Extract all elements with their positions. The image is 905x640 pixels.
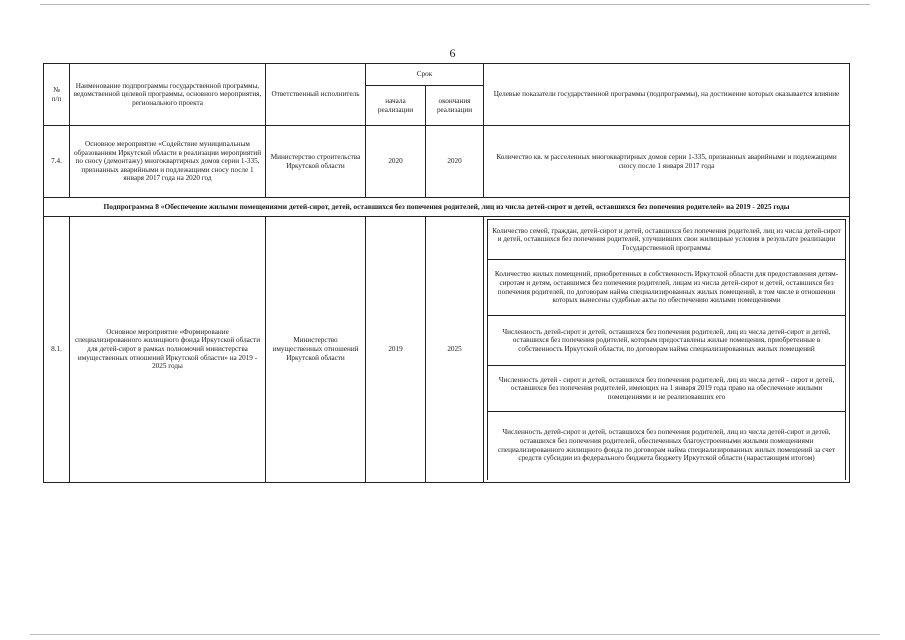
- row-responsible: Министерство имущественных отношений Иркутской области: [266, 217, 366, 483]
- indicator-item: Численность детей-сирот и детей, оставшихся без попечения родителей, лиц из числа детей-сирот и детей, оставшихся без попечения родителей, которым предоставлены жилые помещения, приобретенные в собственность Иркутской области, по договорам найма специализированных жилых помещений: [488, 316, 846, 366]
- row-start: 2019: [366, 217, 426, 483]
- header-num: № п/п: [44, 64, 70, 126]
- row-responsible: Министерство строительства Иркутской области: [266, 126, 366, 198]
- scan-artifact-top: [40, 4, 870, 5]
- header-responsible: Ответственный исполнитель: [266, 64, 366, 126]
- table-row: [44, 126, 850, 198]
- header-start: начала реализации: [366, 86, 426, 126]
- indicator-list: [484, 217, 850, 483]
- header-end: окончания реализации: [426, 86, 484, 126]
- row-end: 2020: [426, 126, 484, 198]
- row-num: 7.4.: [44, 126, 70, 198]
- indicator-item: Численность детей-сирот и детей, оставшихся без попечения родителей, лиц из числа детей-сирот и детей, оставшихся без попечения родителей, обеспеченных благоустроенными жилыми помещениями специализированного жилищного фонда по договорам найма специализированных жилых помещений за счет средств субсидии из федерального бюджета бюджету Иркутской области (нарастающим итогом): [488, 412, 846, 480]
- program-table: [43, 63, 850, 483]
- indicator-item: Количество семей, граждан, детей-сирот и детей, оставшихся без попечения родителей, лиц из числа детей-сирот и детей, оставшихся без попечения родителей, улучшивших свои жилищные условия в результате реализации Государственной программы: [488, 220, 846, 260]
- header-indicators: Целевые показатели государственной программы (подпрограммы), на достижение которых оказывается влияние: [484, 64, 850, 126]
- table-row: [44, 217, 850, 483]
- scan-artifact-bottom: [30, 634, 880, 635]
- row-num: 8.1.: [44, 217, 70, 483]
- indicator-item: Количество жилых помещений, приобретенных в собственность Иркутской области для предоставления детям-сиротам и детям, оставшимся без попечения родителей, лицам из числа детей-сирот и детей, оставшихся без попечения родителей, по договорам найма специализированных жилых помещений, в том числе в отношении которых вынесены судебные акты по обеспечению жилыми помещениями: [488, 260, 846, 316]
- subprogram-title: Подпрограмма 8 «Обеспечение жилыми помещениями детей-сирот, детей, оставшихся без попечения родителей, лиц из числа детей-сирот и детей, оставшихся без попечения родителей» на 2019 - 2025 годы: [44, 198, 850, 217]
- row-name: Основное мероприятие «Формирование специализированного жилищного фонда Иркутской области для детей-сирот в рамках полномочий министерства имущественных отношений Иркутской области» на 2019 - 2025 годы: [70, 217, 266, 483]
- row-name: Основное мероприятие «Содействие муниципальным образованиям Иркутской области в реализации мероприятий по сносу (демонтажу) многоквартирных домов серии 1-335, признанных аварийными и подлежащими сносу после 1 января 2017 года на 2020 год: [70, 126, 266, 198]
- row-end: 2025: [426, 217, 484, 483]
- row-indicator: Количество кв. м расселенных многоквартирных домов серии 1-335, признанных аварийными и подлежащими сносу после 1 января 2017 года: [484, 126, 850, 198]
- header-name: Наименование подпрограммы государственной программы, ведомственной целевой программы, основного мероприятия, регионального проекта: [70, 64, 266, 126]
- page-number: 6: [449, 46, 456, 60]
- row-start: 2020: [366, 126, 426, 198]
- indicator-item: Численность детей - сирот и детей, оставшихся без попечения родителей, лиц из числа детей - сирот и детей, оставшихся без попечения родителей, имеющих на 1 января 2019 года право на обеспечение жилыми помещениями и не реализовавших его: [488, 366, 846, 412]
- header-term: Срок: [366, 64, 484, 86]
